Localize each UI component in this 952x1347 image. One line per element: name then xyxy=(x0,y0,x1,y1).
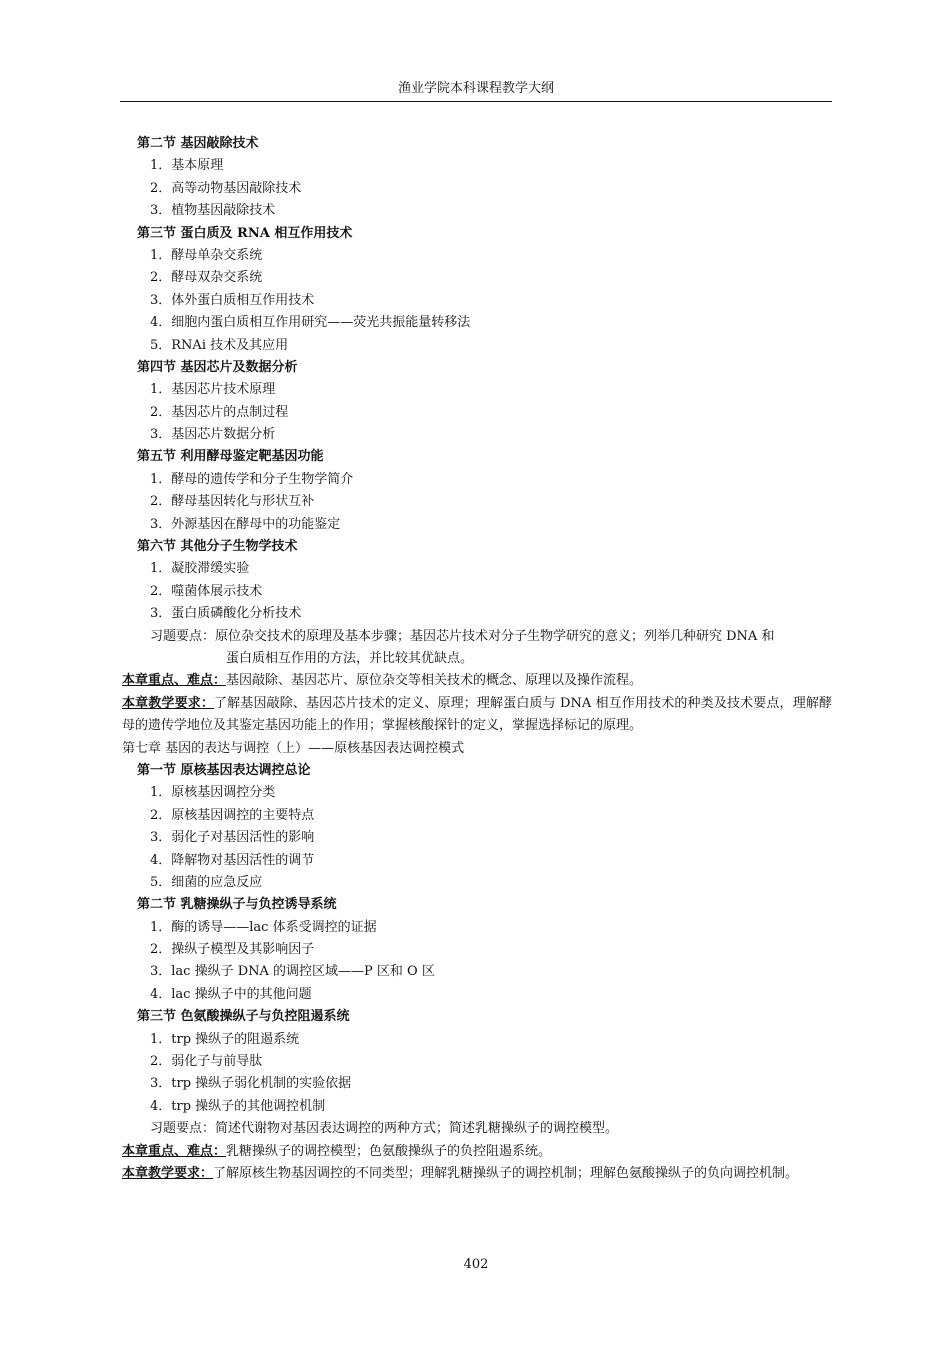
list-item xyxy=(122,1051,832,1073)
line-text: 第四节 基因芯片及数据分析 xyxy=(137,359,298,375)
line-text: 蛋白质相互作用的方法，并比较其优缺点。 xyxy=(226,650,474,666)
teaching-requirements xyxy=(122,1163,832,1185)
list-item xyxy=(122,379,832,401)
label: 本章重点、难点： xyxy=(122,1143,227,1159)
line-text: 3．lac 操纵子 DNA 的调控区域——P 区和 O 区 xyxy=(150,964,435,980)
line-text: 了解原核生物基因调控的不同类型；理解乳糖操纵子的调控机制；理解色氨酸操纵子的负向调控机制。 xyxy=(213,1166,799,1181)
list-item xyxy=(122,961,832,983)
list-item xyxy=(122,178,832,200)
line-text: 5．细菌的应急反应 xyxy=(150,874,263,890)
line-text: 乳糖操纵子的调控模型；色氨酸操纵子的负控阻遏系统。 xyxy=(226,1143,552,1159)
list-item xyxy=(122,1073,832,1095)
line-text: 第二节 乳糖操纵子与负控诱导系统 xyxy=(137,897,337,913)
list-item xyxy=(122,984,832,1006)
line-text: 3．trp 操纵子弱化机制的实验依据 xyxy=(150,1076,352,1092)
section-heading xyxy=(122,223,832,245)
line-text: 基因敲除、基因芯片、原位杂交等相关技术的概念、原理以及操作流程。 xyxy=(226,673,643,689)
line-text: 5．RNAi 技术及其应用 xyxy=(150,337,289,353)
line-text: 4．细胞内蛋白质相互作用研究——荧光共振能量转移法 xyxy=(150,315,471,331)
label: 本章教学要求： xyxy=(122,695,215,711)
line-text: 1．酵母单杂交系统 xyxy=(150,247,263,263)
line-text: 2．基因芯片的点制过程 xyxy=(150,404,289,420)
line-text: 2．弱化子与前导肽 xyxy=(150,1054,263,1070)
line-text: 1．基本原理 xyxy=(150,158,224,174)
line-text: 4．lac 操纵子中的其他问题 xyxy=(150,986,312,1002)
line-text: 第一节 原核基因表达调控总论 xyxy=(137,762,311,778)
section-heading xyxy=(122,133,832,155)
line-text: 2．酵母双杂交系统 xyxy=(150,270,263,286)
list-item xyxy=(122,402,832,424)
list-item xyxy=(122,424,832,446)
exercise-points xyxy=(122,626,832,648)
line-text: 1．基因芯片技术原理 xyxy=(150,382,276,398)
section-heading xyxy=(122,357,832,379)
header-rule xyxy=(120,101,832,102)
label: 本章重点、难点： xyxy=(122,673,227,689)
line-text: 第三节 色氨酸操纵子与负控阻遏系统 xyxy=(137,1009,350,1025)
line-text: 3．植物基因敲除技术 xyxy=(150,203,276,219)
list-item xyxy=(122,245,832,267)
exercise-points-continued xyxy=(122,648,832,670)
section-heading xyxy=(122,1006,832,1028)
list-item xyxy=(122,491,832,513)
list-item xyxy=(122,335,832,357)
line-text: 第五节 利用酵母鉴定靶基因功能 xyxy=(137,449,324,465)
line-text: 习题要点：简述代谢物对基因表达调控的两种方式；简述乳糖操纵子的调控模型。 xyxy=(150,1121,619,1137)
list-item xyxy=(122,290,832,312)
line-text: 2．噬菌体展示技术 xyxy=(150,583,263,599)
list-item xyxy=(122,872,832,894)
list-item xyxy=(122,469,832,491)
section-heading xyxy=(122,446,832,468)
list-item xyxy=(122,581,832,603)
list-item xyxy=(122,155,832,177)
line-text: 1．酶的诱导——lac 体系受调控的证据 xyxy=(150,919,377,935)
line-text: 1．原核基因调控分类 xyxy=(150,785,276,801)
line-text: 第三节 蛋白质及 RNA 相互作用技术 xyxy=(137,225,353,241)
line-text: 第二节 基因敲除技术 xyxy=(137,136,259,151)
line-text: 3．基因芯片数据分析 xyxy=(150,427,276,443)
line-text: 2．酵母基因转化与形状互补 xyxy=(150,494,315,510)
line-text: 1．凝胶滞缓实验 xyxy=(150,561,250,577)
list-item xyxy=(122,1096,832,1118)
line-text: 3．外源基因在酵母中的功能鉴定 xyxy=(150,516,341,532)
section-heading xyxy=(122,894,832,916)
line-text: 2．原核基因调控的主要特点 xyxy=(150,807,315,823)
line-text: 3．蛋白质磷酸化分析技术 xyxy=(150,606,302,622)
line-text: 2．操纵子模型及其影响因子 xyxy=(150,942,315,958)
document-body xyxy=(122,133,832,1185)
line-text: 3．体外蛋白质相互作用技术 xyxy=(150,292,315,308)
line-text: 2．高等动物基因敲除技术 xyxy=(150,180,302,196)
line-text: 第六节 其他分子生物学技术 xyxy=(137,539,298,555)
line-text: 4．trp 操纵子的其他调控机制 xyxy=(150,1098,326,1114)
section-heading xyxy=(122,536,832,558)
list-item xyxy=(122,514,832,536)
line-text: 1．酵母的遗传学和分子生物学简介 xyxy=(150,471,354,487)
list-item xyxy=(122,827,832,849)
list-item xyxy=(122,200,832,222)
line-text: 第七章 基因的表达与调控（上）——原核基因表达调控模式 xyxy=(122,740,465,756)
line-text: 3．弱化子对基因活性的影响 xyxy=(150,830,315,846)
list-item xyxy=(122,805,832,827)
line-text: 习题要点：原位杂交技术的原理及基本步骤；基因芯片技术对分子生物学研究的意义；列举几种研究 DNA 和 xyxy=(150,628,775,644)
page-number: 402 xyxy=(463,1257,489,1272)
label: 本章教学要求： xyxy=(122,1166,214,1181)
chapter-heading xyxy=(122,738,832,760)
list-item xyxy=(122,558,832,580)
list-item xyxy=(122,850,832,872)
page-header: 渔业学院本科课程教学大纲 xyxy=(397,81,554,96)
exercise-points xyxy=(122,1118,832,1140)
list-item xyxy=(122,917,832,939)
line-text: 了解基因敲除、基因芯片技术的定义、原理；理解蛋白质与 DNA 相互作用技术的种类及技术要点，理解酵母的遗传学地位及其鉴定基因功能上的作用；掌握核酸探针的定义，掌握选择标记的原理。 xyxy=(122,695,832,734)
line-text: 1．trp 操纵子的阻遏系统 xyxy=(150,1031,300,1047)
list-item xyxy=(122,1029,832,1051)
chapter-key-points xyxy=(122,1141,832,1163)
chapter-key-points xyxy=(122,670,832,692)
list-item xyxy=(122,312,832,334)
list-item xyxy=(122,782,832,804)
list-item xyxy=(122,939,832,961)
line-text: 4．降解物对基因活性的调节 xyxy=(150,852,315,868)
list-item xyxy=(122,603,832,625)
list-item xyxy=(122,267,832,289)
section-heading xyxy=(122,760,832,782)
teaching-requirements xyxy=(122,693,832,738)
